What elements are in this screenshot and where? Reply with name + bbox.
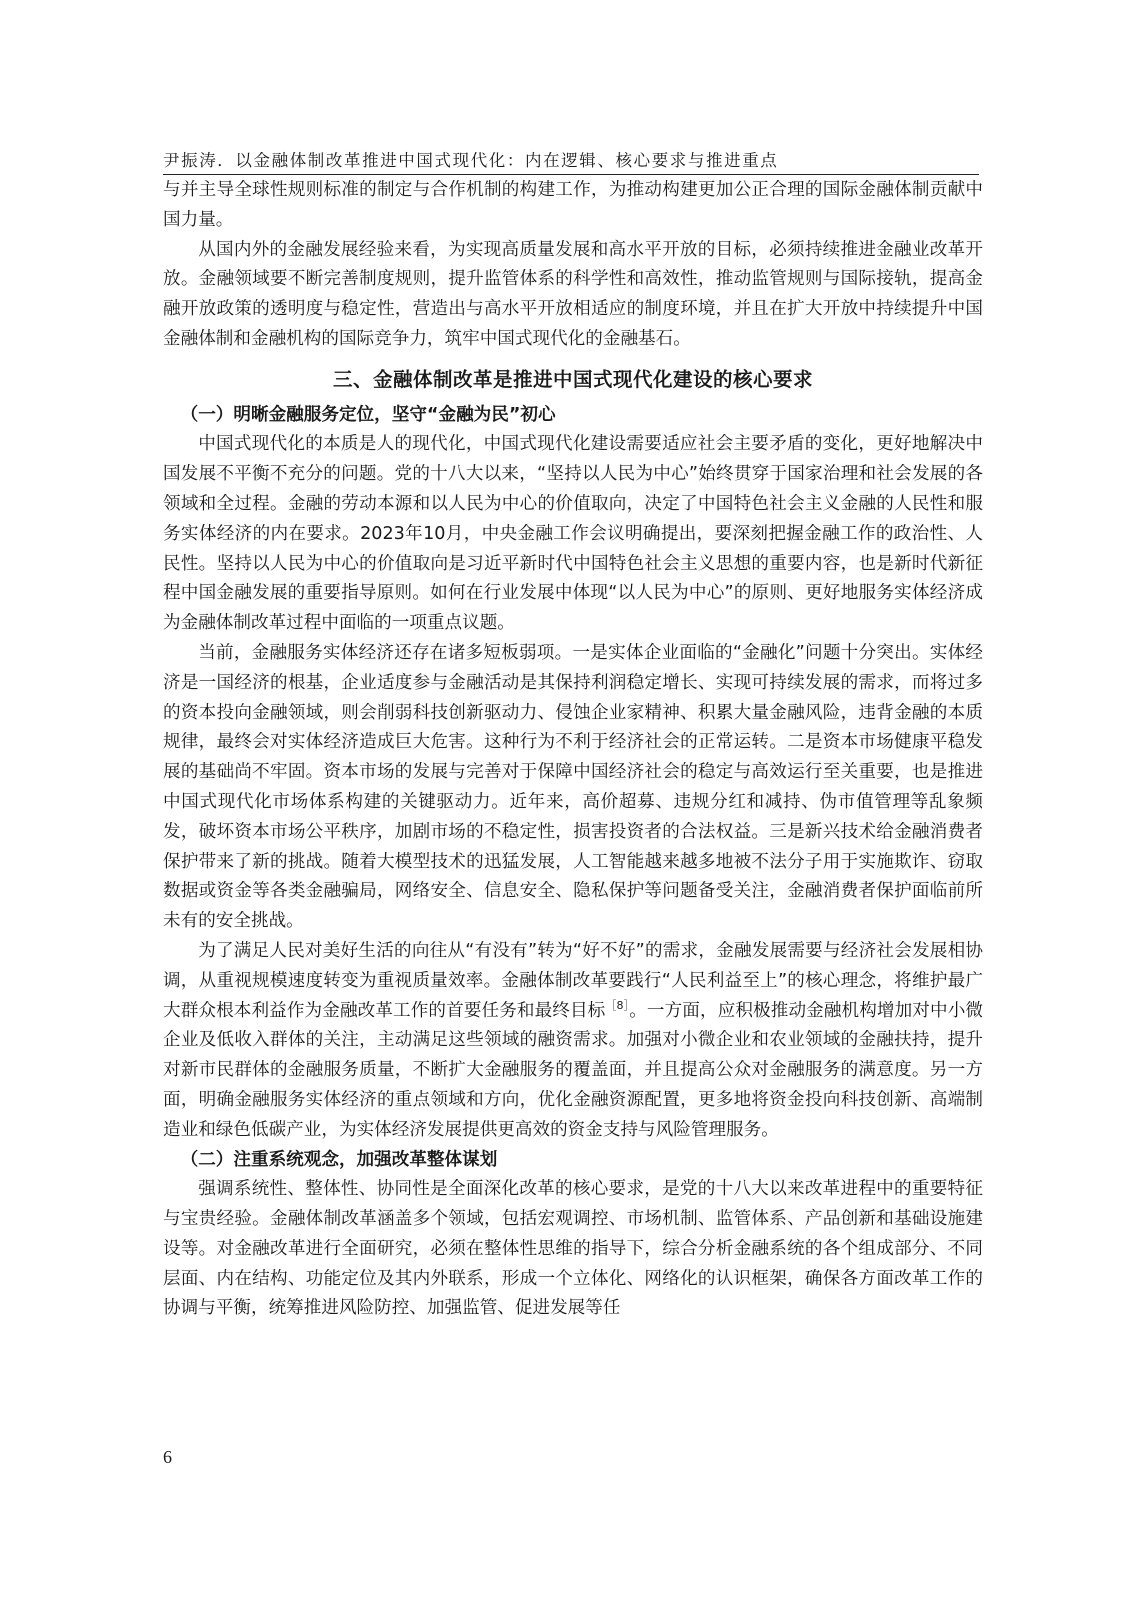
paragraph-text: 。一方面，应积极推动金融机构增加对中小微企业及低收入群体的关注，主动满足这些领域的融资需求。加强对小微企业和农业领域的金融扶持，提升对新市民群体的金融服务质量，不断扩大金融服务的覆盖面，并且提高公众对金融服务的满意度。另一方面，明确金融服务实体经济的重点领域和方向，优化金融资源配置，更多地将资金投向科技创新、高端制造业和绿色低碳产业，为实体经济发展提供更高效的资金支持与风险管理服务。 xyxy=(163,1000,983,1140)
subsection-heading-1: （一）明晰金融服务定位，坚守“金融为民”初心 xyxy=(180,404,556,425)
paragraph-text: 为了满足人民对美好生活的向往从“有没有”转为“好不好”的需求，金融发展需要与经济社会发展相协调，从重视规模速度转变为重视质量效率。金融体制改革要践行“人民利益至上”的核心理念，将维护最广大群众根本利益作为金融改革工作的首要任务和最终目标 xyxy=(163,940,983,1021)
subsection-heading-2: （二）注重系统观念，加强改革整体谋划 xyxy=(180,1149,498,1170)
paragraph-weaknesses: 当前，金融服务实体经济还存在诸多短板弱项。一是实体企业面临的“金融化”问题十分突出。实体经济是一国经济的根基，企业适度参与金融活动是其保持利润稳定增长、实现可持续发展的需求，而将过多的资本投向金融领域，则会削弱科技创新驱动力、侵蚀企业家精神、积累大量金融风险，违背金融的本质规律，最终会对实体经济造成巨大危害。这种行为不利于经济社会的正常运转。二是资本市场健康平稳发展的基础尚不牢固。资本市场的发展与完善对于保障中国经济社会的稳定与高效运行至关重要，也是推进中国式现代化市场体系构建的关键驱动力。近年来，高价超募、违规分红和减持、伪市值管理等乱象频发，破坏资本市场公平秩序，加剧市场的不稳定性，损害投资者的合法权益。三是新兴技术给金融消费者保护带来了新的挑战。随着大模型技术的迅猛发展，人工智能越来越多地被不法分子用于实施欺诈、窃取数据或资金等各类金融骗局，网络安全、信息安全、隐私保护等问题备受关注，金融消费者保护面临前所未有的安全挑战。 xyxy=(163,642,983,932)
paragraph-international-experience: 从国内外的金融发展经验来看，为实现高质量发展和高水平开放的目标，必须持续推进金融业改革开放。金融领域要不断完善制度规则，提升监管体系的科学性和高效性，推动监管规则与国际接轨，提高金融开放政策的透明度与稳定性，营造出与高水平开放相适应的制度环境，并且在扩大开放中持续提升中国金融体制和金融机构的国际竞争力，筑牢中国式现代化的金融基石。 xyxy=(163,239,983,349)
header-rule xyxy=(163,174,979,175)
running-header: 尹振涛．以金融体制改革推进中国式现代化：内在逻辑、核心要求与推进重点 xyxy=(163,151,779,170)
article-body xyxy=(163,176,983,1324)
paragraph-people-centered: 中国式现代化的本质是人的现代化，中国式现代化建设需要适应社会主要矛盾的变化，更好地解决中国发展不平衡不充分的问题。党的十八大以来，“坚持以人民为中心”始终贯穿于国家治理和社会发展的各领域和全过程。金融的劳动本源和以人民为中心的价值取向，决定了中国特色社会主义金融的人民性和服务实体经济的内在要求。2023年10月，中央金融工作会议明确提出，要深刻把握金融工作的政治性、人民性。坚持以人民为中心的价值取向是习近平新时代中国特色社会主义思想的重要内容，也是新时代新征程中国金融发展的重要指导原则。如何在行业发展中体现“以人民为中心”的原则、更好地服务实体经济成为金融体制改革过程中面临的一项重点议题。 xyxy=(163,434,983,634)
citation-reference[interactable]: ［8］ xyxy=(605,998,630,1012)
section-heading: 三、金融体制改革是推进中国式现代化建设的核心要求 xyxy=(332,367,813,391)
paragraph-system-view: 强调系统性、整体性、协同性是全面深化改革的核心要求，是党的十八大以来改革进程中的重要特征与宝贵经验。金融体制改革涵盖多个领域，包括宏观调控、市场机制、监管体系、产品创新和基础设施建设等。对金融改革进行全面研究，必须在整体性思维的指导下，综合分析金融系统的各个组成部分、不同层面、内在结构、功能定位及其内外联系，形成一个立体化、网络化的认识框架，确保各方面改革工作的协调与平衡，统筹推进风险防控、加强监管、促进发展等任 xyxy=(163,1179,983,1319)
page-number: 6 xyxy=(163,1447,172,1467)
paragraph-reform-goals xyxy=(163,937,983,1146)
paragraph-continued: 与并主导全球性规则标准的制定与合作机制的构建工作，为推动构建更加公正合理的国际金融体制贡献中国力量。 xyxy=(163,180,983,230)
